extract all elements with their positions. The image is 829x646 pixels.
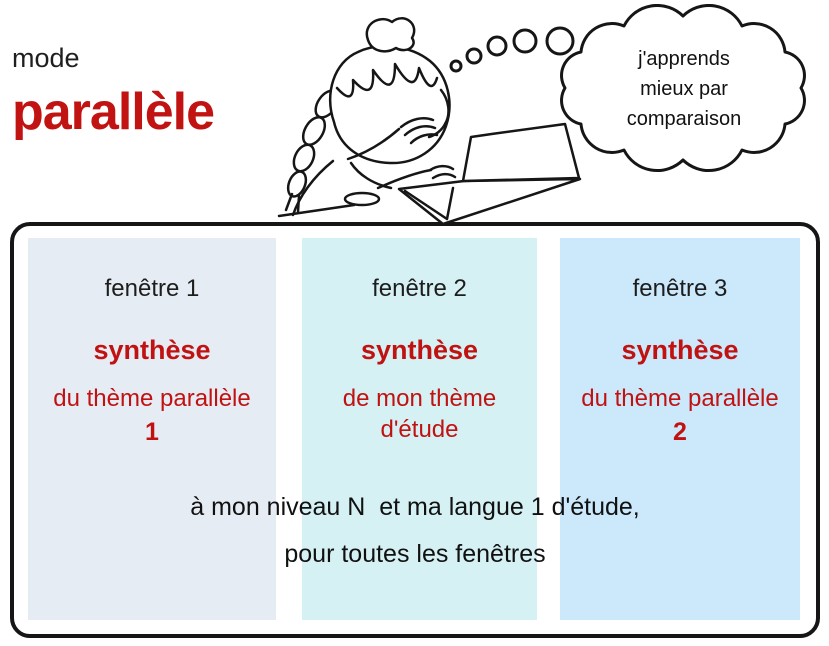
window-3-subtitle: du thème parallèle [581, 385, 779, 412]
windows-panel [10, 222, 820, 638]
hand-on-desk [345, 193, 379, 205]
desk-line [279, 205, 354, 216]
window-3-label: fenêtre 3 [632, 275, 728, 302]
title-block [12, 43, 215, 141]
laptop-base [399, 179, 580, 224]
window-2-heading: synthèse [360, 335, 479, 365]
window-1-number: 1 [145, 418, 159, 446]
window-3-heading: synthèse [621, 335, 739, 365]
window-1-heading: synthèse [93, 335, 211, 365]
footer-line-1: à mon niveau N et ma langue 1 d'étude, [190, 493, 640, 521]
mode-label: mode [12, 43, 80, 73]
laptop-screen [463, 124, 579, 181]
thought-line: comparaison [626, 108, 742, 130]
thought-dots [451, 28, 573, 71]
hair-bun [367, 18, 414, 51]
window-3-number: 2 [673, 418, 687, 446]
head [330, 46, 449, 163]
thought-bubble-text [586, 44, 782, 134]
typing-fingers [430, 166, 455, 178]
footer-line-2: pour toutes les fenêtres [284, 540, 546, 568]
window-1-label: fenêtre 1 [104, 275, 200, 302]
thought-line: mieux par [640, 78, 728, 100]
window-2-subtitle: de mon thème d'étude [342, 385, 497, 443]
window-1-subtitle: du thème parallèle [53, 385, 251, 412]
page-title: parallèle [12, 83, 215, 141]
thought-line: j'apprends [638, 48, 730, 70]
window-2-label: fenêtre 2 [372, 275, 467, 302]
footer-note [14, 492, 816, 569]
